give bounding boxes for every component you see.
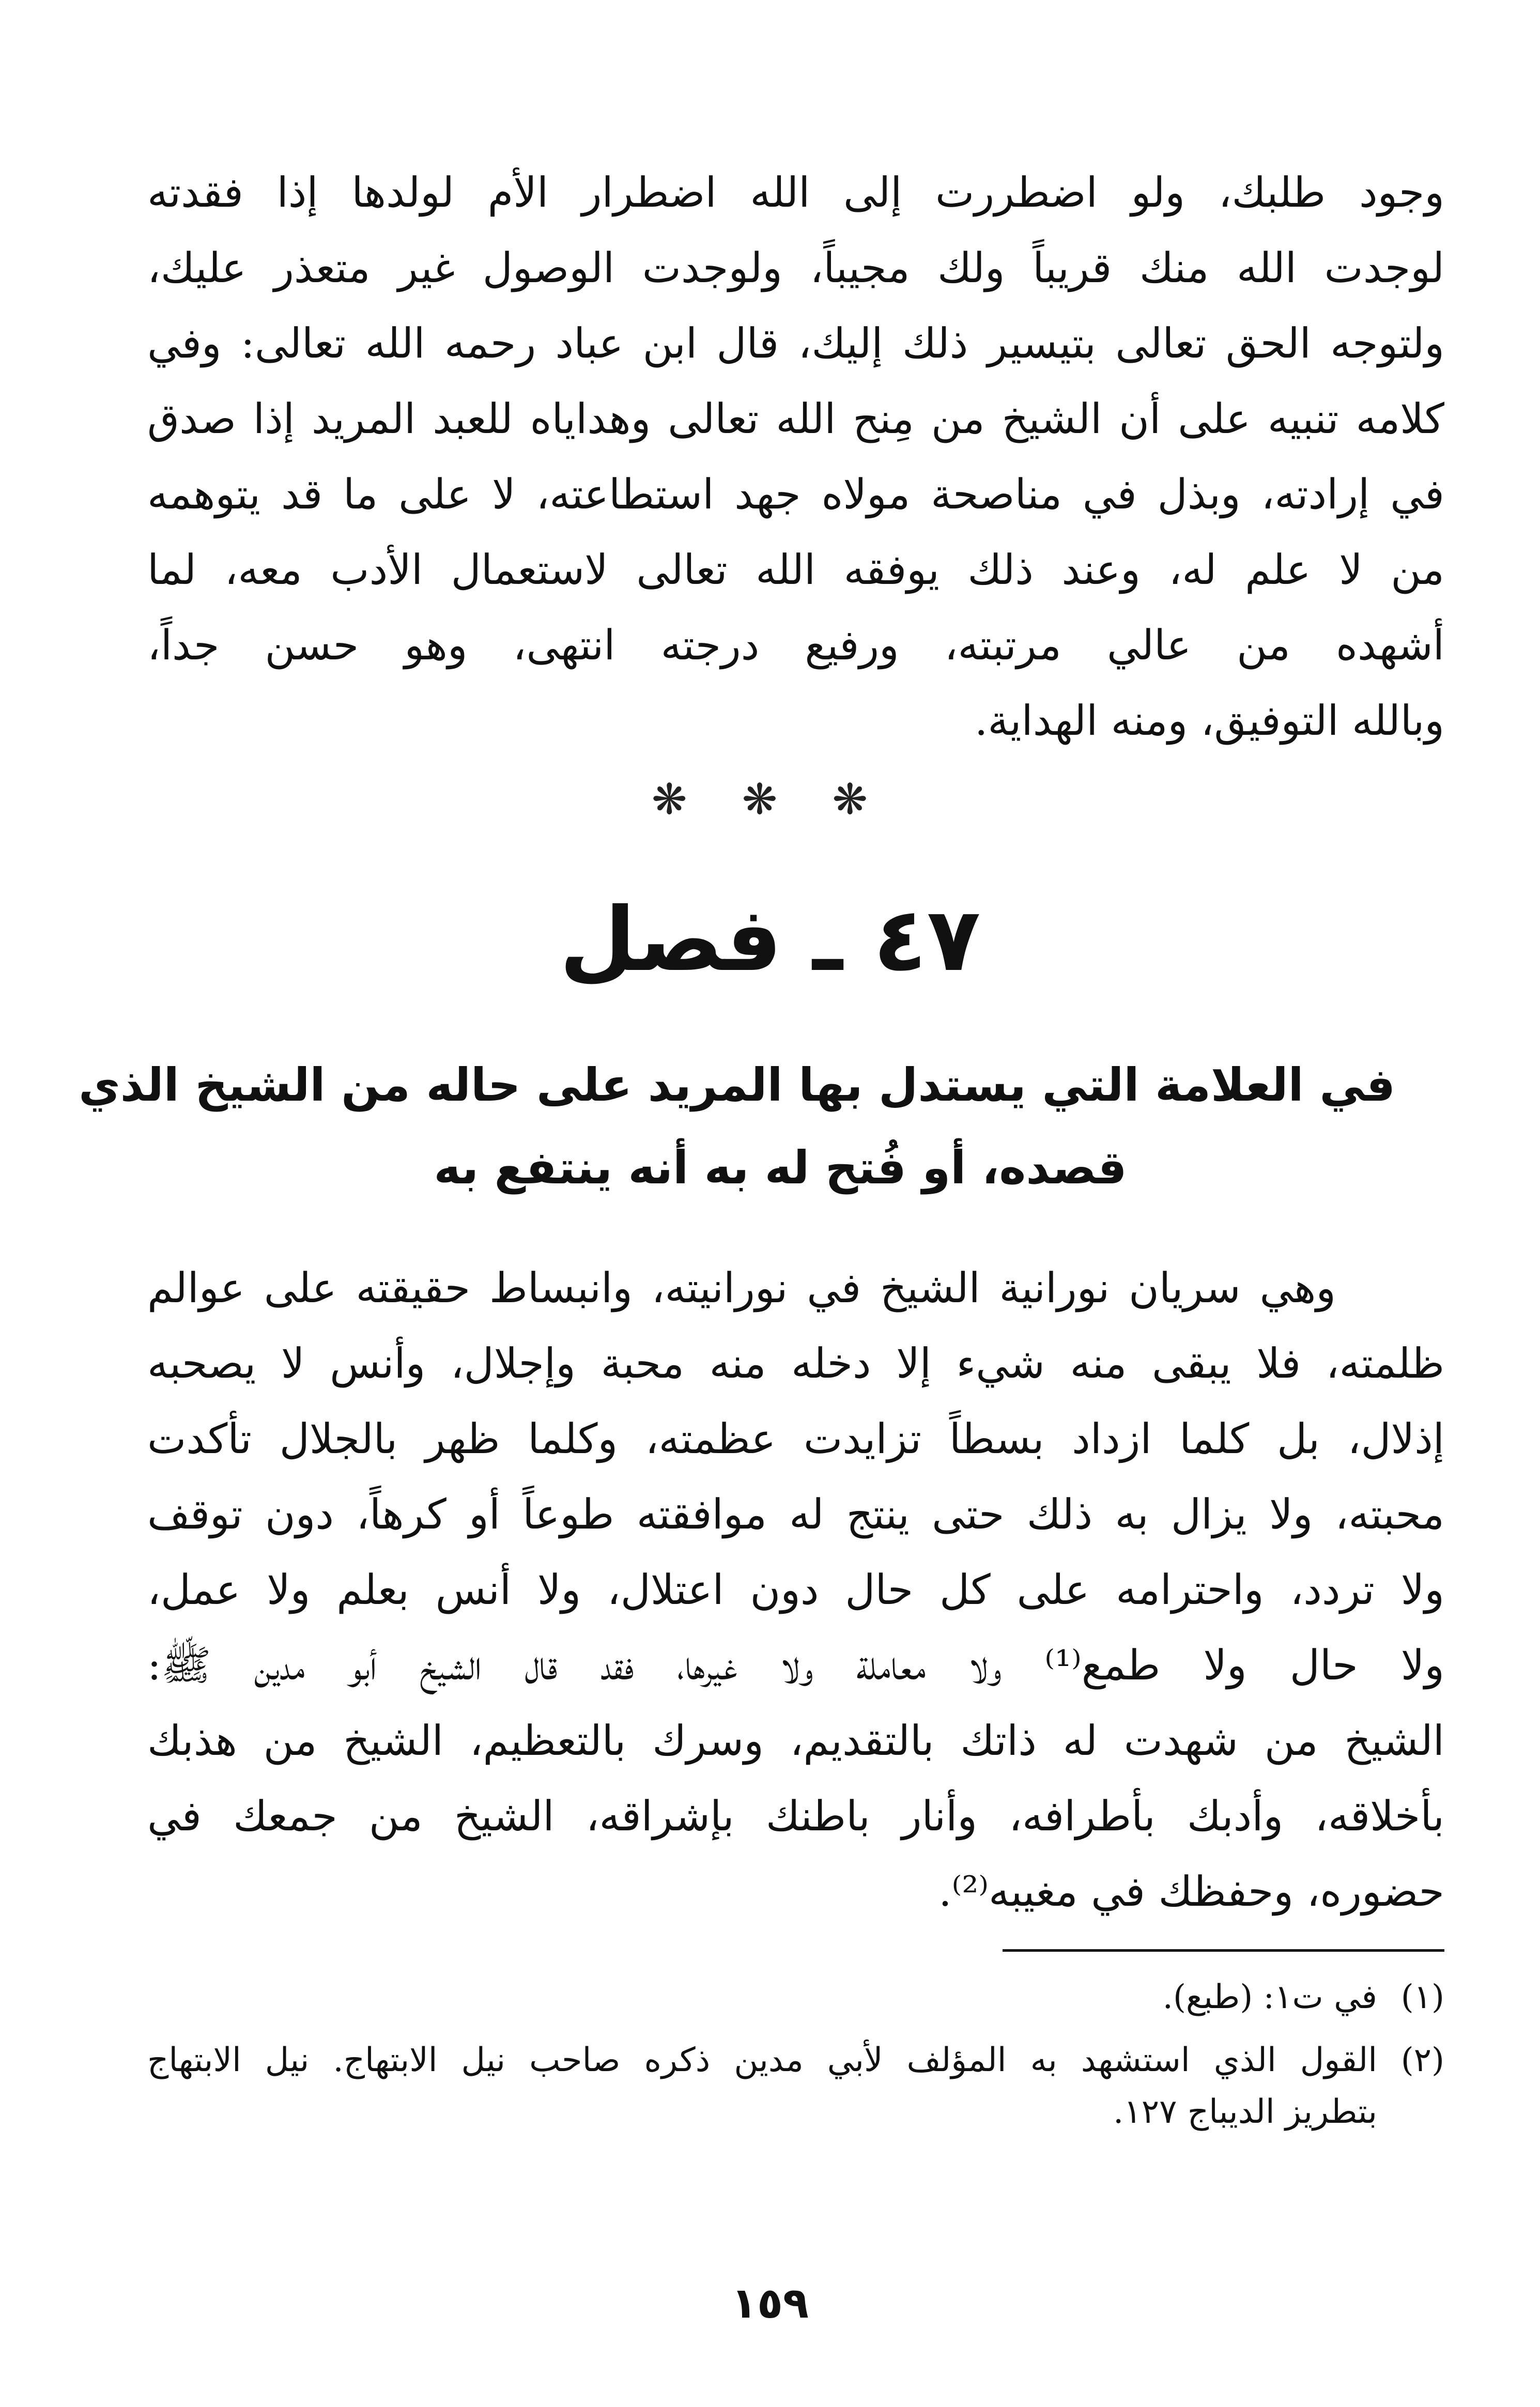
paragraph-line: لوجدت الله منك قريباً ولك مجيباً، ولوجدت الوصول غير متعذر عليك، <box>147 244 1444 292</box>
paragraph-line: إذلال، بل كلما ازداد بسطاً تزايدت عظمته، وكلما ظهر بالجلال تأكدت <box>147 1415 1444 1463</box>
paragraph-line: أشهده من عالي مرتبته، ورفيع درجته انتهى، وهو حسن جداً، <box>147 621 1444 669</box>
footnote-marker: (١) <box>1400 1978 1444 2016</box>
section-title-line: في العلامة التي يستدل بها المريد على حاله من الشيخ الذي <box>79 1058 1395 1112</box>
paragraph-line: محبته، ولا يزال به ذلك حتى ينتج له موافقته طوعاً أو كرهاً، دون توقف <box>147 1490 1444 1538</box>
footnote-marker: (٢) <box>1400 2041 1444 2079</box>
section-title-line: قصده، أو فُتح له به أنه ينتفع به <box>434 1141 1127 1194</box>
footnote-item <box>147 1971 1444 2023</box>
paragraph-line: من لا علم له، وعند ذلك يوفقه الله تعالى لاستعمال الأدب معه، لما <box>147 546 1444 594</box>
section-title <box>79 1044 1395 1209</box>
footnotes <box>147 1971 1444 2138</box>
footnote-text <box>147 1971 1377 2023</box>
footnote-line: بتطريز الديباج ١٢٧. <box>1113 2093 1377 2131</box>
paragraph-line: بأخلاقه، وأدبك بأطرافه، وأنار باطنك بإشراقه، الشيخ من جمعك في <box>147 1792 1444 1840</box>
ornament-separator: ❋ ❋ ❋ <box>651 775 889 824</box>
footnote-line: القول الذي استشهد به المؤلف لأبي مدين ذكره صاحب نيل الابتهاج. نيل الابتهاج <box>147 2041 1377 2079</box>
paragraph-line: ظلمته، فلا يبقى منه شيء إلا دخله منه محبة وإجلال، وأنس لا يصحبه <box>147 1339 1444 1387</box>
paragraph-line: وجود طلبك، ولو اضطررت إلى الله اضطرار الأم لولدها إذا فقدته <box>147 168 1444 217</box>
paragraph-line: كلامه تنبيه على أن الشيخ من مِنح الله تعالى وهداياه للعبد المريد إذا صدق <box>147 395 1444 443</box>
paragraph-line: حضوره، وحفظك في مغيبه⁽²⁾. <box>938 1868 1444 1916</box>
main-paragraph <box>147 1251 1444 1930</box>
footnote-divider <box>1003 1949 1444 1952</box>
section-heading: ٤٧ ـ فصل <box>559 889 981 991</box>
paragraph-line: ولا حال ولا طمع⁽¹⁾ ولا معاملة ولا غيرها، فقد قال الشيخ أبو مدين ﷺ: <box>147 1641 1444 1689</box>
footnote-line: في ت١: (طبع). <box>1162 1978 1377 2016</box>
paragraph-line: ولتوجه الحق تعالى بتيسير ذلك إليك، قال ابن عباد رحمه الله تعالى: وفي <box>147 319 1444 367</box>
paragraph-line: ولا تردد، واحترامه على كل حال دون اعتلال، ولا أنس بعلم ولا عمل، <box>147 1566 1444 1614</box>
top-paragraph <box>147 155 1444 759</box>
paragraph-line: وبالله التوفيق، ومنه الهداية. <box>974 697 1444 745</box>
paragraph-line: وهي سريان نورانية الشيخ في نورانيته، وانبساط حقيقته على عوالم <box>147 1264 1336 1312</box>
footnote-item <box>147 2034 1444 2138</box>
paragraph-line: الشيخ من شهدت له ذاتك بالتقديم، وسرك بالتعظيم، الشيخ من هذبك <box>147 1717 1444 1765</box>
page-number: ١٥٩ <box>731 2279 809 2328</box>
footnote-text <box>147 2034 1377 2138</box>
paragraph-line: في إرادته، وبذل في مناصحة مولاه جهد استطاعته، لا على ما قد يتوهمه <box>147 470 1444 518</box>
